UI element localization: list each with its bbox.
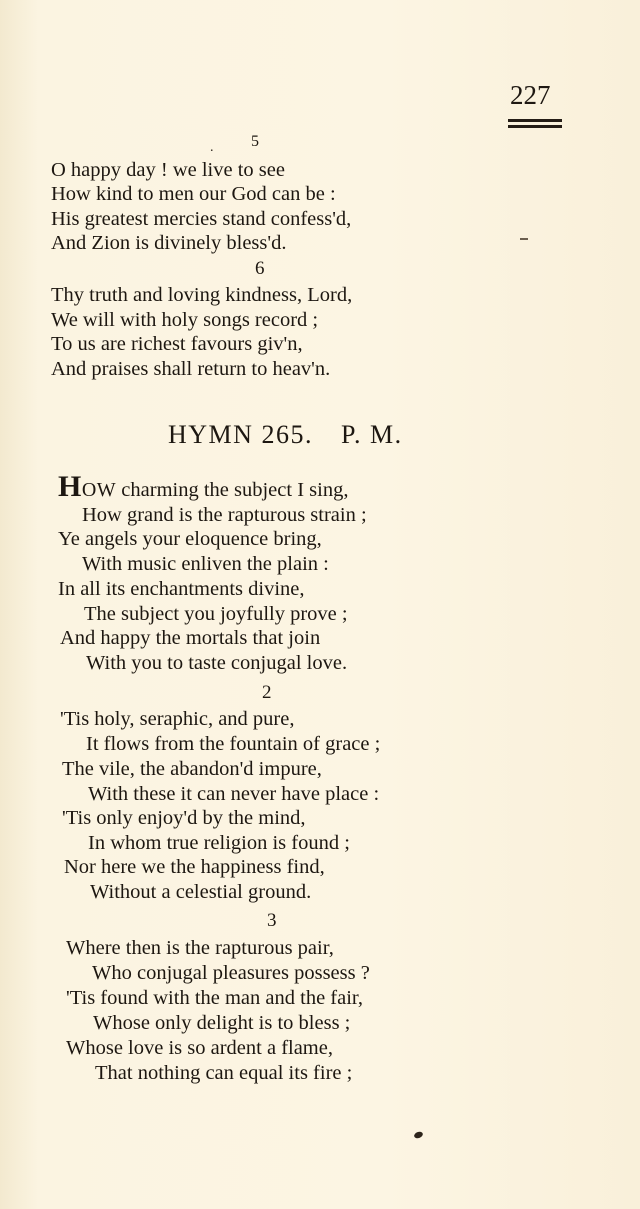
verse2-line-8: Without a celestial ground. bbox=[90, 881, 312, 903]
verse3-line-3: 'Tis found with the man and the fair, bbox=[66, 987, 364, 1009]
verse1-line-1-rest: charming the subject I sing, bbox=[116, 479, 349, 501]
verse-number-2: 2 bbox=[262, 682, 272, 703]
verse2-line-7: Nor here we the happiness find, bbox=[64, 856, 325, 878]
verse3-line-6: That nothing can equal its fire ; bbox=[95, 1062, 353, 1084]
stanza5-line-4: And Zion is divinely bless'd. bbox=[51, 232, 287, 254]
drop-cap: H bbox=[58, 470, 82, 503]
verse2-line-5: 'Tis only enjoy'd by the mind, bbox=[62, 807, 306, 829]
stanza6-line-1: Thy truth and loving kindness, Lord, bbox=[51, 284, 353, 306]
verse2-line-3: The vile, the abandon'd impure, bbox=[62, 758, 322, 780]
verse2-line-4: With these it can never have place : bbox=[88, 783, 380, 805]
verse1-line-8: With you to taste conjugal love. bbox=[86, 652, 348, 674]
stanza5-line-1: O happy day ! we live to see bbox=[51, 159, 285, 181]
stanza5-line-2: How kind to men our God can be : bbox=[51, 183, 336, 205]
stanza-number-5: 5 bbox=[251, 133, 259, 150]
verse3-line-1: Where then is the rapturous pair, bbox=[66, 937, 334, 959]
stanza6-line-2: We will with holy songs record ; bbox=[51, 309, 319, 331]
header-rule-bottom bbox=[508, 125, 562, 128]
verse2-line-1: 'Tis holy, seraphic, and pure, bbox=[60, 708, 295, 730]
hymn-title-meter: P. M. bbox=[340, 420, 403, 449]
verse3-line-5: Whose love is so ardent a flame, bbox=[66, 1037, 333, 1059]
verse1-line-4: With music enliven the plain : bbox=[82, 553, 329, 575]
ink-blot bbox=[413, 1131, 424, 1140]
verse3-line-4: Whose only delight is to bless ; bbox=[93, 1012, 351, 1034]
small-caps: OW bbox=[81, 479, 117, 501]
ink-mark bbox=[520, 238, 528, 240]
verse1-line-1 bbox=[58, 472, 348, 502]
stanza6-line-3: To us are richest favours giv'n, bbox=[51, 333, 303, 355]
verse2-line-2: It flows from the fountain of grace ; bbox=[86, 733, 381, 755]
page-number: 227 bbox=[510, 80, 551, 110]
stanza-number-6: 6 bbox=[255, 258, 265, 279]
verse1-line-5: In all its enchantments divine, bbox=[58, 578, 305, 600]
verse3-line-2: Who conjugal pleasures possess ? bbox=[92, 962, 370, 984]
header-rule-top bbox=[508, 119, 562, 122]
verse-number-3: 3 bbox=[267, 910, 277, 931]
verse1-line-3: Ye angels your eloquence bring, bbox=[58, 528, 322, 550]
verse1-line-7: And happy the mortals that join bbox=[60, 627, 321, 649]
stanza-marker: . bbox=[210, 140, 214, 155]
verse1-line-2: How grand is the rapturous strain ; bbox=[82, 504, 367, 526]
verse2-line-6: In whom true religion is found ; bbox=[88, 832, 350, 854]
verse1-line-6: The subject you joyfully prove ; bbox=[84, 603, 348, 625]
hymn-title bbox=[168, 420, 403, 450]
stanza6-line-4: And praises shall return to heav'n. bbox=[51, 358, 331, 380]
stanza5-line-3: His greatest mercies stand confess'd, bbox=[51, 208, 352, 230]
hymn-title-number: HYMN 265. bbox=[168, 420, 313, 449]
